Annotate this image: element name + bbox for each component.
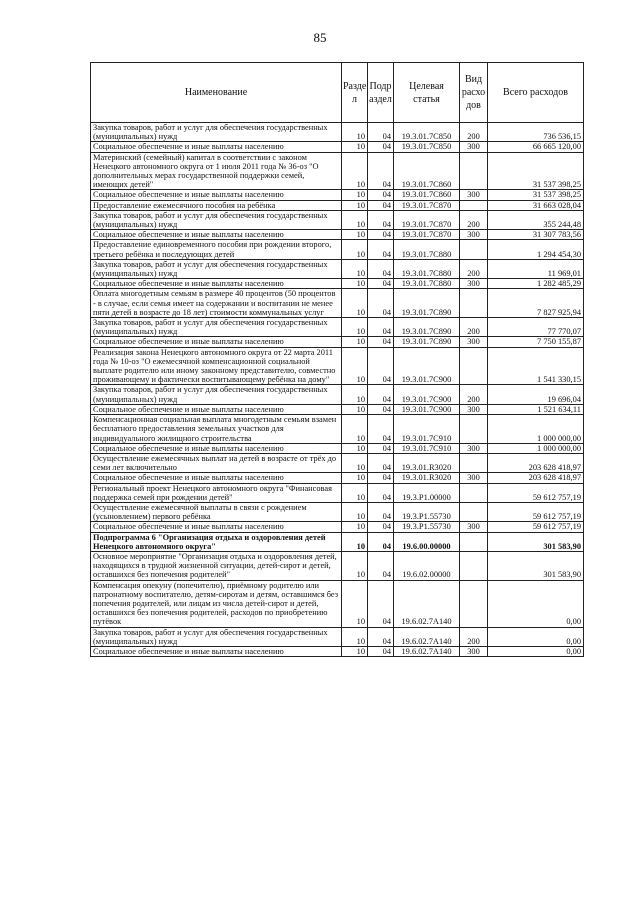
row-name: Закупка товаров, работ и услуг для обеспечения государственных (муниципальных) нужд [91,385,342,404]
row-target: 19.3.Р1.55730 [394,522,460,532]
row-total: 1 541 330,15 [488,347,584,385]
table-row [91,443,584,453]
row-total: 11 969,01 [488,259,584,278]
row-target: 19.3.01.7С890 [394,289,460,318]
row-vid: 300 [460,190,488,200]
row-name: Закупка товаров, работ и услуг для обеспечения государственных (муниципальных) нужд [91,627,342,646]
row-razdel: 10 [342,443,368,453]
row-vid [460,152,488,190]
table-row [91,415,584,444]
table-row [91,483,584,502]
row-razdel: 10 [342,259,368,278]
table-row [91,279,584,289]
header-podrazdel: Подр аздел [368,63,394,123]
row-total: 0,00 [488,580,584,627]
row-target: 19.3.01.7С870 [394,200,460,210]
row-total: 1 000 000,00 [488,415,584,444]
row-vid [460,347,488,385]
row-target: 19.3.01.7С850 [394,142,460,152]
row-razdel: 10 [342,483,368,502]
row-target: 19.3.01.7С880 [394,279,460,289]
row-target: 19.3.01.7С900 [394,347,460,385]
row-podrazdel: 04 [368,230,394,240]
row-total: 19 696,04 [488,385,584,404]
row-podrazdel: 04 [368,123,394,142]
row-podrazdel: 04 [368,337,394,347]
row-target: 19.3.01.7С900 [394,404,460,414]
table-row [91,240,584,259]
row-name: Социальное обеспечение и иные выплаты населению [91,142,342,152]
table-row [91,551,584,580]
row-target: 19.3.01.R3020 [394,453,460,472]
row-total: 31 663 028,04 [488,200,584,210]
header-name: Наименование [91,63,342,123]
row-total: 59 612 757,19 [488,483,584,502]
row-vid [460,240,488,259]
table-row [91,347,584,385]
row-total: 203 628 418,97 [488,473,584,483]
row-razdel: 10 [342,385,368,404]
row-podrazdel: 04 [368,473,394,483]
table-body [91,123,584,657]
row-razdel: 10 [342,473,368,483]
row-vid: 200 [460,627,488,646]
row-total: 1 000 000,00 [488,443,584,453]
row-podrazdel: 04 [368,502,394,521]
row-podrazdel: 04 [368,347,394,385]
table-row [91,230,584,240]
table-row [91,337,584,347]
row-razdel: 10 [342,240,368,259]
row-podrazdel: 04 [368,259,394,278]
row-vid: 300 [460,279,488,289]
table-row [91,289,584,318]
row-vid: 300 [460,443,488,453]
row-target: 19.3.01.7С910 [394,443,460,453]
row-podrazdel: 04 [368,551,394,580]
row-name: Закупка товаров, работ и услуг для обеспечения государственных (муниципальных) нужд [91,210,342,229]
row-vid: 200 [460,123,488,142]
table-row [91,580,584,627]
row-name: Компенсация опекуну (попечителю), приёмному родителю или патронатному воспитателю, детям-сиротам и детям, оставшимся без попечения родителей, или лицам из числа детей-сирот и детей, оставшихся без попечения родителей, расходов по приобретению путёвок [91,580,342,627]
row-name: Оплата многодетным семьям в размере 40 процентов (50 процентов - в случае, если семья имеет на содержании и воспитании не менее пяти детей в возрасте до 18 лет) стоимости коммунальных услуг [91,289,342,318]
row-podrazdel: 04 [368,279,394,289]
row-target: 19.3.Р1.00000 [394,483,460,502]
row-vid [460,200,488,210]
row-podrazdel: 04 [368,318,394,337]
row-podrazdel: 04 [368,404,394,414]
row-vid: 300 [460,230,488,240]
row-name: Осуществление ежемесячной выплаты в связи с рождением (усыновлением) первого ребёнка [91,502,342,521]
row-target: 19.3.01.R3020 [394,473,460,483]
row-name: Социальное обеспечение и иные выплаты населению [91,190,342,200]
row-vid: 200 [460,210,488,229]
row-razdel: 10 [342,646,368,656]
row-total: 0,00 [488,627,584,646]
header-target: Целевая статья [394,63,460,123]
row-total: 31 307 783,56 [488,230,584,240]
row-vid: 300 [460,404,488,414]
table-row [91,502,584,521]
row-razdel: 10 [342,532,368,551]
row-razdel: 10 [342,210,368,229]
header-vid: Вид расхо дов [460,63,488,123]
table-row [91,190,584,200]
row-target: 19.6.02.00000 [394,551,460,580]
table-row [91,646,584,656]
row-razdel: 10 [342,230,368,240]
row-name: Подпрограмма 6 "Организация отдыха и оздоровления детей Ненецкого автономного округа" [91,532,342,551]
row-target: 19.3.01.7С880 [394,240,460,259]
row-vid [460,483,488,502]
row-podrazdel: 04 [368,289,394,318]
row-podrazdel: 04 [368,210,394,229]
table-row [91,200,584,210]
row-name: Закупка товаров, работ и услуг для обеспечения государственных (муниципальных) нужд [91,318,342,337]
row-podrazdel: 04 [368,580,394,627]
row-razdel: 10 [342,347,368,385]
row-podrazdel: 04 [368,152,394,190]
row-total: 66 665 120,00 [488,142,584,152]
row-razdel: 10 [342,190,368,200]
row-target: 19.3.01.7С890 [394,318,460,337]
row-name: Материнский (семейный) капитал в соответствии с законом Ненецкого автономного округа от 1 июля 2011 года № 36-оз "О дополнительных мерах государственной поддержки семей, имеющих детей" [91,152,342,190]
row-vid [460,551,488,580]
row-vid: 200 [460,385,488,404]
row-target: 19.6.02.7А140 [394,580,460,627]
row-name: Социальное обеспечение и иные выплаты населению [91,443,342,453]
row-target: 19.3.01.7С880 [394,259,460,278]
row-vid [460,502,488,521]
row-razdel: 10 [342,142,368,152]
row-vid: 200 [460,259,488,278]
row-target: 19.6.02.7А140 [394,646,460,656]
row-name: Региональный проект Ненецкого автономного округа "Финансовая поддержка семей при рождении детей" [91,483,342,502]
page-number: 85 [313,30,327,45]
row-vid [460,532,488,551]
row-name: Социальное обеспечение и иные выплаты населению [91,337,342,347]
row-podrazdel: 04 [368,385,394,404]
table-row [91,123,584,142]
row-razdel: 10 [342,580,368,627]
table-row [91,210,584,229]
row-total: 1 282 485,29 [488,279,584,289]
row-name: Социальное обеспечение и иные выплаты населению [91,404,342,414]
row-name: Социальное обеспечение и иные выплаты населению [91,230,342,240]
row-total: 301 583,90 [488,532,584,551]
row-vid: 300 [460,646,488,656]
row-name: Социальное обеспечение и иные выплаты населению [91,646,342,656]
row-name: Компенсационная социальная выплата многодетным семьям взамен бесплатного предоставления земельных участков для индивидуального жилищного строительства [91,415,342,444]
row-razdel: 10 [342,152,368,190]
table-row [91,318,584,337]
row-total: 1 521 634,11 [488,404,584,414]
table-row [91,473,584,483]
row-total: 31 537 398,25 [488,190,584,200]
row-total: 355 244,48 [488,210,584,229]
row-podrazdel: 04 [368,415,394,444]
row-podrazdel: 04 [368,627,394,646]
row-target: 19.3.01.7С850 [394,123,460,142]
row-target: 19.3.01.7С860 [394,190,460,200]
row-razdel: 10 [342,404,368,414]
row-total: 59 612 757,19 [488,502,584,521]
row-name: Реализация закона Ненецкого автономного округа от 22 марта 2011 года № 10-оз "О ежемесячной компенсационной социальной выплате родителю или иному законному представителю, совместно проживающему и фактически воспитывающему ребёнка на дому" [91,347,342,385]
header-total: Всего расходов [488,63,584,123]
row-razdel: 10 [342,200,368,210]
row-vid [460,580,488,627]
row-target: 19.3.01.7С870 [394,210,460,229]
row-razdel: 10 [342,453,368,472]
row-podrazdel: 04 [368,646,394,656]
table-row [91,627,584,646]
row-name: Основное мероприятие "Организация отдыха и оздоровления детей, находящихся в трудной жизненной ситуации, детей-сирот и детей, оставшихся без попечения родителей" [91,551,342,580]
table-row [91,532,584,551]
row-vid: 200 [460,318,488,337]
row-podrazdel: 04 [368,190,394,200]
row-razdel: 10 [342,551,368,580]
row-total: 736 536,15 [488,123,584,142]
row-target: 19.6.00.00000 [394,532,460,551]
row-vid: 300 [460,473,488,483]
row-name: Предоставление ежемесячного пособия на ребёнка [91,200,342,210]
header-razdel: Разде л [342,63,368,123]
row-target: 19.3.01.7С900 [394,385,460,404]
row-total: 59 612 757,19 [488,522,584,532]
row-razdel: 10 [342,522,368,532]
row-target: 19.3.01.7С910 [394,415,460,444]
row-vid [460,415,488,444]
row-vid: 300 [460,142,488,152]
table-row [91,142,584,152]
row-podrazdel: 04 [368,142,394,152]
budget-table [90,62,584,657]
row-total: 0,00 [488,646,584,656]
row-name: Осуществление ежемесячных выплат на детей в возрасте от трёх до семи лет включительно [91,453,342,472]
row-target: 19.3.01.7С860 [394,152,460,190]
row-vid [460,453,488,472]
row-total: 31 537 398,25 [488,152,584,190]
row-podrazdel: 04 [368,443,394,453]
row-target: 19.6.02.7А140 [394,627,460,646]
row-name: Социальное обеспечение и иные выплаты населению [91,522,342,532]
table-row [91,522,584,532]
table-row [91,453,584,472]
row-razdel: 10 [342,279,368,289]
row-razdel: 10 [342,502,368,521]
row-total: 1 294 454,30 [488,240,584,259]
row-podrazdel: 04 [368,522,394,532]
row-target: 19.3.Р1.55730 [394,502,460,521]
row-total: 7 827 925,94 [488,289,584,318]
row-name: Предоставление единовременного пособия при рождении второго, третьего ребёнка и последующих детей [91,240,342,259]
row-vid: 300 [460,522,488,532]
row-target: 19.3.01.7С890 [394,337,460,347]
table-row [91,152,584,190]
row-podrazdel: 04 [368,483,394,502]
row-podrazdel: 04 [368,200,394,210]
row-total: 7 750 155,87 [488,337,584,347]
row-vid [460,289,488,318]
row-total: 203 628 418,97 [488,453,584,472]
table-row [91,385,584,404]
row-target: 19.3.01.7С870 [394,230,460,240]
row-name: Социальное обеспечение и иные выплаты населению [91,473,342,483]
table-header-row [91,63,584,123]
row-podrazdel: 04 [368,453,394,472]
row-razdel: 10 [342,318,368,337]
row-razdel: 10 [342,627,368,646]
table-row [91,404,584,414]
row-razdel: 10 [342,337,368,347]
row-podrazdel: 04 [368,532,394,551]
row-razdel: 10 [342,289,368,318]
row-name: Закупка товаров, работ и услуг для обеспечения государственных (муниципальных) нужд [91,259,342,278]
row-vid: 300 [460,337,488,347]
row-razdel: 10 [342,123,368,142]
row-name: Закупка товаров, работ и услуг для обеспечения государственных (муниципальных) нужд [91,123,342,142]
row-total: 77 770,07 [488,318,584,337]
table-row [91,259,584,278]
row-total: 301 583,90 [488,551,584,580]
row-podrazdel: 04 [368,240,394,259]
row-name: Социальное обеспечение и иные выплаты населению [91,279,342,289]
row-razdel: 10 [342,415,368,444]
